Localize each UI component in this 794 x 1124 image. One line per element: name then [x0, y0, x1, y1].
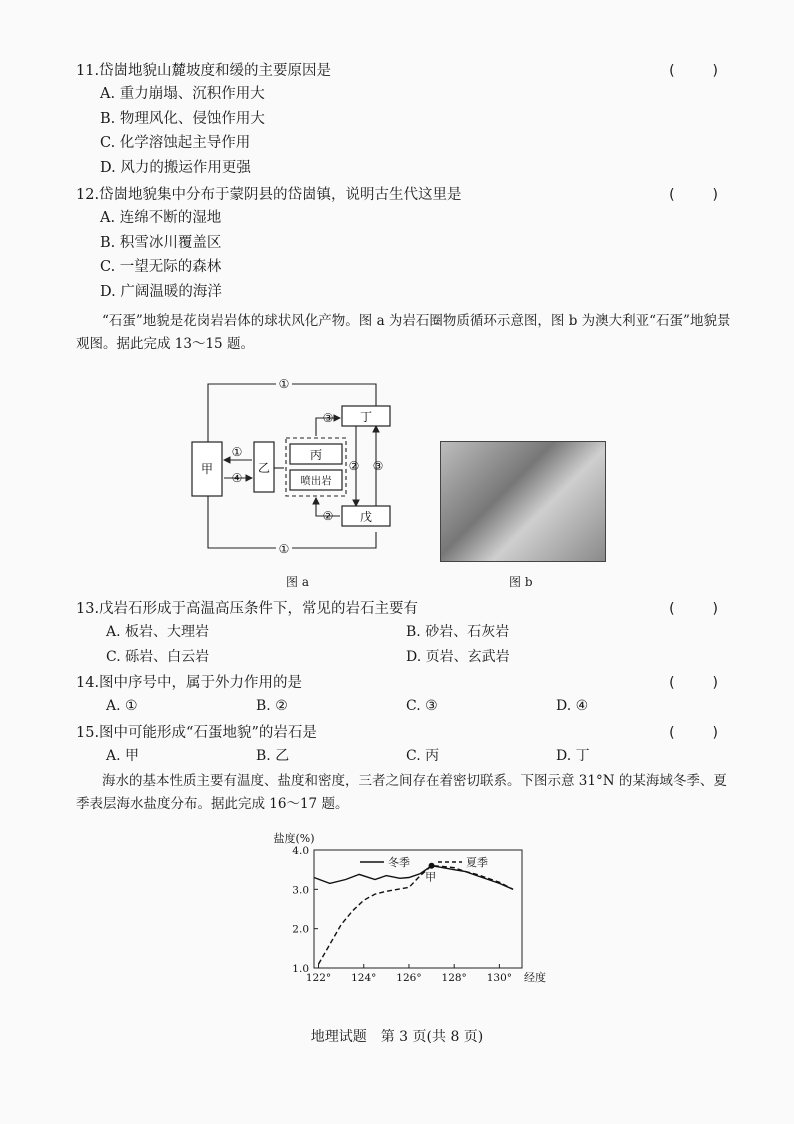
label-arrow-1-top: ① — [278, 377, 290, 391]
option-d: D. 页岩、玄武岩 — [406, 649, 510, 665]
answer-paren: ( ) — [669, 725, 730, 741]
question-12 — [76, 184, 736, 304]
question-13 — [76, 598, 736, 670]
label-bing: 丙 — [309, 448, 323, 462]
question-stem: 13.戊岩石形成于高温高压条件下，常见的岩石主要有 — [76, 601, 419, 617]
question-stem: 14.图中序号中，属于外力作用的是 — [76, 675, 303, 691]
label-penchuyan: 喷出岩 — [300, 475, 332, 487]
option-c: C. 丙 — [406, 748, 440, 764]
label-yi: 乙 — [257, 461, 271, 475]
x-tick-label: 126° — [396, 972, 422, 984]
label-arrow-2-bottom: ② — [322, 509, 334, 523]
question-14 — [76, 672, 736, 719]
legend-label-0: 冬季 — [388, 856, 410, 869]
label-ding: 丁 — [359, 410, 373, 424]
granite-tor-photo — [440, 441, 606, 562]
point-jia-label: 甲 — [425, 870, 437, 884]
option-a: A. ① — [106, 698, 138, 714]
option-c: C. 砾岩、白云岩 — [106, 649, 210, 665]
label-arrow-3-mid: ③ — [372, 459, 384, 473]
question-stem: 15.图中可能形成“石蛋地貌”的岩石是 — [76, 725, 317, 741]
y-tick-label: 4.0 — [292, 845, 309, 857]
x-tick-label: 124° — [351, 972, 377, 984]
option-b: B. ② — [256, 698, 288, 714]
option-d: D. 广阔温暖的海洋 — [100, 283, 222, 300]
label-arrow-2-mid: ② — [348, 459, 360, 473]
x-tick-label: 122° — [305, 972, 332, 984]
x-tick-label: 130° — [486, 972, 513, 984]
option-a: A. 板岩、大理岩 — [106, 624, 210, 640]
option-a: A. 重力崩塌、沉积作用大 — [100, 86, 265, 102]
label-arrow-4: ④ — [231, 471, 243, 485]
y-axis-label: 盐度(%) — [273, 832, 315, 845]
series-line-1 — [319, 866, 514, 964]
plot-frame — [314, 850, 522, 968]
question-stem: 12.岱崮地貌集中分布于蒙阴县的岱崮镇，说明古生代这里是 — [76, 187, 462, 203]
option-c: C. 一望无际的森林 — [100, 259, 222, 275]
option-b: B. 砂岩、石灰岩 — [406, 624, 510, 640]
question-15 — [76, 722, 736, 769]
answer-paren: ( ) — [669, 601, 730, 617]
label-arrow-3-top: ③ — [322, 411, 334, 425]
page-footer: 地理试题 第 3 页(共 8 页) — [310, 1029, 484, 1045]
caption-fig-b: 图 b — [509, 575, 533, 589]
label-arrow-1-bottom: ① — [278, 542, 290, 556]
option-b: B. 物理风化、侵蚀作用大 — [100, 110, 265, 127]
caption-fig-a: 图 a — [286, 575, 309, 589]
label-wu: 戊 — [359, 510, 373, 524]
answer-paren: ( ) — [669, 675, 730, 691]
option-d: D. ④ — [556, 698, 589, 714]
rock-cycle-diagram — [190, 376, 400, 572]
option-c: C. ③ — [406, 698, 438, 714]
salinity-chart — [262, 828, 552, 988]
point-jia — [429, 863, 435, 869]
y-tick-label: 1.0 — [292, 963, 309, 975]
label-arrow-1-mid: ① — [231, 445, 243, 459]
series-line-0 — [314, 866, 513, 890]
x-axis-label: 经度 — [524, 971, 546, 984]
answer-paren: ( ) — [669, 63, 730, 79]
passage-13-15: “石蛋”地貌是花岗岩岩体的球状风化产物。图 a 为岩石圈物质循环示意图，图 b 为澳大利亚“石蛋”地貌景观图。据此完成 13～15 题。 — [76, 313, 731, 352]
option-a: A. 甲 — [106, 748, 140, 764]
y-tick-label: 3.0 — [292, 884, 309, 897]
question-stem: 11.岱崮地貌山麓坡度和缓的主要原因是 — [76, 63, 332, 79]
option-b: B. 积雪冰川覆盖区 — [100, 234, 222, 251]
x-tick-label: 128° — [441, 972, 467, 984]
passage-16-17: 海水的基本性质主要有温度、盐度和密度，三者之间存在着密切联系。下图示意 31°N 的某海域冬季、夏季表层海水盐度分布。据此完成 16～17 题。 — [76, 773, 727, 812]
option-d: D. 风力的搬运作用更强 — [100, 159, 251, 176]
option-d: D. 丁 — [556, 748, 590, 764]
option-b: B. 乙 — [256, 748, 290, 764]
option-a: A. 连绵不断的湿地 — [100, 210, 222, 226]
question-11 — [76, 60, 736, 180]
y-tick-label: 2.0 — [292, 923, 309, 936]
label-jia: 甲 — [200, 462, 214, 476]
legend-label-1: 夏季 — [466, 856, 488, 869]
option-c: C. 化学溶蚀起主导作用 — [100, 135, 251, 151]
answer-paren: ( ) — [669, 187, 730, 203]
